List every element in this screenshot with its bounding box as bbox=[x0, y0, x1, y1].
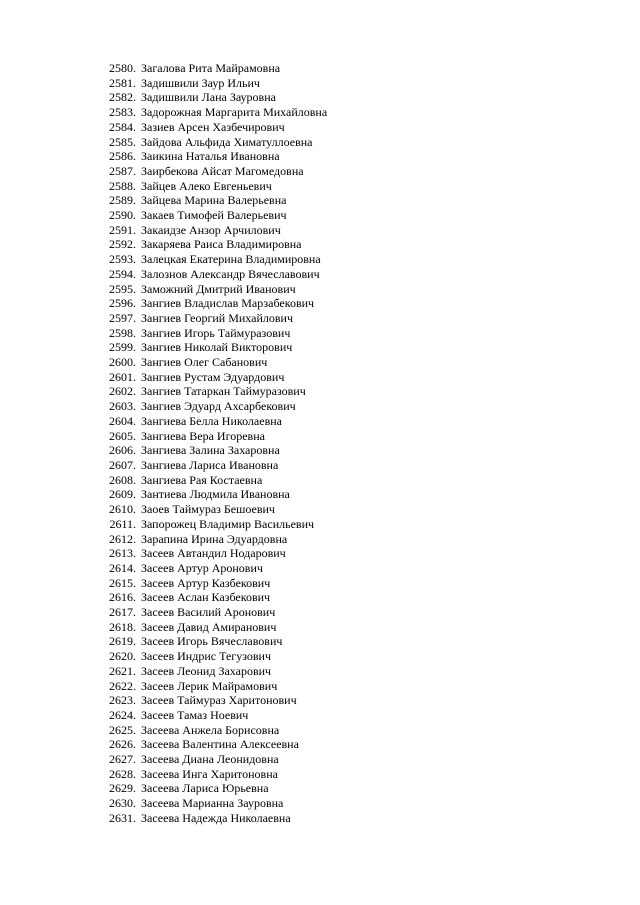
entry-number: 2593. bbox=[109, 252, 136, 267]
list-item bbox=[0, 267, 327, 282]
list-item bbox=[0, 649, 327, 664]
entry-number: 2617. bbox=[109, 605, 136, 620]
entry-name: Зангиева Лариса Ивановна bbox=[141, 457, 279, 472]
list-item bbox=[0, 149, 327, 164]
list-item bbox=[0, 620, 327, 635]
list-item bbox=[0, 605, 327, 620]
entry-name: Зангиев Эдуард Ахсарбекович bbox=[141, 399, 296, 414]
entry-name: Засеев Артур Казбекович bbox=[141, 575, 271, 590]
list-item bbox=[0, 561, 327, 576]
entry-number: 2614. bbox=[109, 560, 136, 575]
entry-number: 2602. bbox=[109, 384, 136, 399]
list-item bbox=[0, 76, 327, 91]
entry-name: Зангиев Николай Викторович bbox=[141, 340, 293, 355]
list-item bbox=[0, 370, 327, 385]
entry-number: 2606. bbox=[109, 443, 136, 458]
entry-name: Задишвили Заур Ильич bbox=[141, 75, 260, 90]
entry-number: 2629. bbox=[109, 781, 136, 796]
entry-name: Зангиева Рая Костаевна bbox=[141, 472, 263, 487]
list-item bbox=[0, 546, 327, 561]
list-item bbox=[0, 282, 327, 297]
list-item bbox=[0, 532, 327, 547]
entry-number: 2608. bbox=[109, 472, 136, 487]
list-item bbox=[0, 487, 327, 502]
entry-number: 2626. bbox=[109, 737, 136, 752]
entry-number: 2610. bbox=[109, 502, 136, 517]
entry-name: Засеев Леонид Захарович bbox=[141, 663, 272, 678]
list-item bbox=[0, 634, 327, 649]
entry-number: 2627. bbox=[109, 752, 136, 767]
list-item bbox=[0, 355, 327, 370]
entry-name: Зангиев Игорь Таймуразович bbox=[141, 325, 291, 340]
list-item bbox=[0, 135, 327, 150]
entry-name: Засеев Артур Аронович bbox=[141, 560, 263, 575]
entry-number: 2615. bbox=[109, 575, 136, 590]
list-item bbox=[0, 708, 327, 723]
list-item bbox=[0, 679, 327, 694]
entry-name: Засеев Аслан Казбекович bbox=[141, 590, 271, 605]
list-item bbox=[0, 752, 327, 767]
entry-name: Засеев Давид Амиранович bbox=[141, 619, 277, 634]
entry-name: Засеев Индрис Тегузович bbox=[141, 649, 271, 664]
list-item bbox=[0, 796, 327, 811]
entry-name: Засеева Лариса Юрьевна bbox=[141, 781, 269, 796]
entry-name: Зангиев Татаркан Таймуразович bbox=[141, 384, 306, 399]
list-item bbox=[0, 414, 327, 429]
entry-name: Засеева Надежда Николаевна bbox=[141, 810, 291, 825]
entry-name: Залецкая Екатерина Владимировна bbox=[141, 252, 321, 267]
list-item bbox=[0, 767, 327, 782]
entry-name: Зангиева Залина Захаровна bbox=[141, 443, 280, 458]
entry-number: 2611. bbox=[109, 516, 136, 531]
entry-number: 2620. bbox=[109, 649, 136, 664]
entry-number: 2624. bbox=[109, 707, 136, 722]
list-item bbox=[0, 105, 327, 120]
entry-number: 2625. bbox=[109, 722, 136, 737]
entry-name: Заможний Дмитрий Иванович bbox=[141, 281, 296, 296]
list-item bbox=[0, 252, 327, 267]
entry-number: 2583. bbox=[109, 105, 136, 120]
list-item bbox=[0, 61, 327, 76]
entry-name: Зайдова Альфида Химатуллоевна bbox=[141, 134, 313, 149]
list-item bbox=[0, 664, 327, 679]
list-item bbox=[0, 458, 327, 473]
entry-name: Заирбекова Айсат Магомедовна bbox=[141, 163, 304, 178]
entry-number: 2582. bbox=[109, 90, 136, 105]
entry-name: Закаряева Раиса Владимировна bbox=[141, 237, 302, 252]
entry-number: 2598. bbox=[109, 325, 136, 340]
list-item bbox=[0, 384, 327, 399]
entry-number: 2587. bbox=[109, 163, 136, 178]
list-item bbox=[0, 326, 327, 341]
entry-number: 2597. bbox=[109, 310, 136, 325]
entry-name: Зангиев Владислав Марзабекович bbox=[141, 296, 315, 311]
entry-name: Засеева Инга Харитоновна bbox=[141, 766, 278, 781]
entry-number: 2622. bbox=[109, 678, 136, 693]
entry-name: Задорожная Маргарита Михайловна bbox=[141, 105, 328, 120]
list-item bbox=[0, 340, 327, 355]
entry-number: 2623. bbox=[109, 693, 136, 708]
list-item bbox=[0, 576, 327, 591]
entry-number: 2604. bbox=[109, 413, 136, 428]
entry-number: 2581. bbox=[109, 75, 136, 90]
entry-number: 2586. bbox=[109, 149, 136, 164]
entry-name: Заикина Наталья Ивановна bbox=[141, 149, 280, 164]
list-item bbox=[0, 443, 327, 458]
entry-name: Загалова Рита Майрамовна bbox=[141, 61, 281, 75]
entry-name: Засеев Василий Аронович bbox=[141, 605, 276, 620]
list-item bbox=[0, 179, 327, 194]
entry-number: 2609. bbox=[109, 487, 136, 502]
entry-name: Зантиева Людмила Ивановна bbox=[141, 487, 290, 502]
entry-number: 2589. bbox=[109, 193, 136, 208]
list-item bbox=[0, 781, 327, 796]
entry-number: 2588. bbox=[109, 178, 136, 193]
list-item bbox=[0, 237, 327, 252]
entry-name: Засеев Лерик Майрамович bbox=[141, 678, 278, 693]
entry-name: Зарапина Ирина Эдуардовна bbox=[141, 531, 288, 546]
entry-number: 2616. bbox=[109, 590, 136, 605]
list-item bbox=[0, 693, 327, 708]
list-item bbox=[0, 473, 327, 488]
entry-number: 2600. bbox=[109, 355, 136, 370]
entry-number: 2590. bbox=[109, 208, 136, 223]
entry-number: 2631. bbox=[109, 810, 136, 825]
list-item bbox=[0, 502, 327, 517]
entry-number: 2618. bbox=[109, 619, 136, 634]
entry-name: Засеев Таймураз Харитонович bbox=[141, 693, 297, 708]
entry-name: Засеев Игорь Вячеславович bbox=[141, 634, 283, 649]
entry-name: Засеев Автандил Нодарович bbox=[141, 546, 286, 561]
entry-name: Закаев Тимофей Валерьевич bbox=[141, 208, 287, 223]
entry-number: 2607. bbox=[109, 457, 136, 472]
entry-number: 2613. bbox=[109, 546, 136, 561]
entry-name: Засеева Марианна Зауровна bbox=[141, 796, 284, 811]
entry-name: Зайцев Алеко Евгеньевич bbox=[141, 178, 272, 193]
list-item bbox=[0, 737, 327, 752]
list-item bbox=[0, 517, 327, 532]
entry-name: Засеев Тамаз Ноевич bbox=[141, 707, 249, 722]
entry-number: 2595. bbox=[109, 281, 136, 296]
entry-name: Закаидзе Анзор Арчилович bbox=[141, 222, 281, 237]
list-item bbox=[0, 723, 327, 738]
list-item bbox=[0, 429, 327, 444]
entry-name: Заоев Таймураз Бешоевич bbox=[141, 502, 275, 517]
entry-name: Зангиев Рустам Эдуардович bbox=[141, 369, 285, 384]
entry-number: 2619. bbox=[109, 634, 136, 649]
list-item bbox=[0, 811, 327, 826]
entry-number: 2603. bbox=[109, 399, 136, 414]
list-item bbox=[0, 164, 327, 179]
entry-name: Зайцева Марина Валерьевна bbox=[141, 193, 287, 208]
list-item bbox=[0, 208, 327, 223]
entry-number: 2621. bbox=[109, 663, 136, 678]
entry-number: 2599. bbox=[109, 340, 136, 355]
list-item bbox=[0, 193, 327, 208]
entry-number: 2594. bbox=[109, 266, 136, 281]
entry-name: Залознов Александр Вячеславович bbox=[141, 266, 320, 281]
entry-number: 2580. bbox=[109, 61, 136, 75]
entry-number: 2601. bbox=[109, 369, 136, 384]
entry-number: 2584. bbox=[109, 119, 136, 134]
entry-name: Зангиев Георгий Михайлович bbox=[141, 310, 294, 325]
entry-name: Зазиев Арсен Хазбечирович bbox=[141, 119, 285, 134]
list-item bbox=[0, 120, 327, 135]
entry-number: 2605. bbox=[109, 428, 136, 443]
list-item bbox=[0, 399, 327, 414]
entry-name: Зангиев Олег Сабанович bbox=[141, 355, 268, 370]
entry-number: 2591. bbox=[109, 222, 136, 237]
entry-number: 2592. bbox=[109, 237, 136, 252]
name-list bbox=[0, 61, 327, 826]
entry-number: 2630. bbox=[109, 796, 136, 811]
list-item bbox=[0, 90, 327, 105]
entry-name: Засеева Диана Леонидовна bbox=[141, 752, 279, 767]
entry-number: 2585. bbox=[109, 134, 136, 149]
list-item bbox=[0, 296, 327, 311]
entry-number: 2612. bbox=[109, 531, 136, 546]
entry-number: 2628. bbox=[109, 766, 136, 781]
entry-name: Запорожец Владимир Васильевич bbox=[141, 516, 315, 531]
list-item bbox=[0, 311, 327, 326]
entry-name: Засеева Анжела Борисовна bbox=[141, 722, 280, 737]
entry-name: Зангиева Вера Игоревна bbox=[141, 428, 265, 443]
entry-name: Засеева Валентина Алексеевна bbox=[141, 737, 299, 752]
list-item bbox=[0, 590, 327, 605]
entry-name: Задишвили Лана Зауровна bbox=[141, 90, 276, 105]
list-item bbox=[0, 223, 327, 238]
entry-number: 2596. bbox=[109, 296, 136, 311]
entry-name: Зангиева Белла Николаевна bbox=[141, 413, 282, 428]
